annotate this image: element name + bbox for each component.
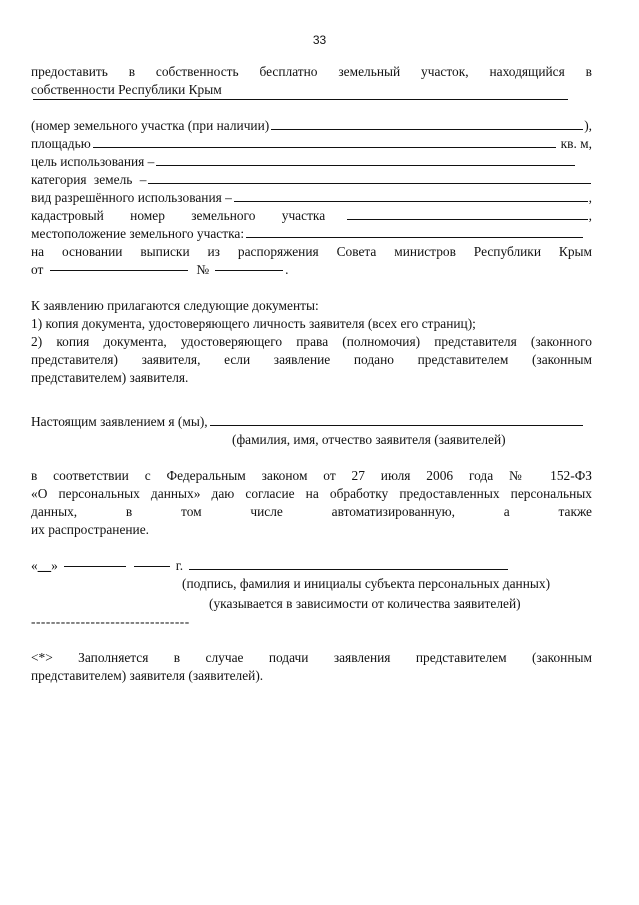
provision-line-2: собственности Республики Крым	[31, 82, 222, 97]
area-label: площадью	[31, 136, 91, 151]
provision-line-1: предоставить в собственность бесплатно земельный участок, находящийся в	[31, 64, 592, 79]
from-label: от	[31, 262, 44, 277]
plot-number-blank[interactable]	[271, 129, 583, 130]
plot-number-label: (номер земельного участка (при наличии)	[31, 118, 270, 133]
plot-number-end: ),	[584, 118, 592, 133]
month-blank[interactable]	[64, 566, 126, 567]
category-blank[interactable]	[148, 183, 591, 184]
cadastral-field[interactable]	[31, 207, 592, 225]
purpose-label: цель использования –	[31, 154, 155, 169]
date-open: «	[31, 558, 38, 573]
signature-field[interactable]	[31, 557, 509, 575]
location-label: местоположение земельного участка:	[31, 226, 245, 241]
permitted-use-end: ,	[588, 190, 592, 205]
attachment-item-2-line-1: 2) копия документа, удостоверяющего права (полномочия) представителя (законного	[31, 334, 592, 349]
day-blank[interactable]: __	[37, 558, 52, 573]
signature-caption: (подпись, фамилия и инициалы субъекта персональных данных)	[182, 576, 551, 591]
permitted-use-blank[interactable]	[234, 201, 588, 202]
consent-intro: Настоящим заявлением я (мы),	[31, 414, 208, 429]
consent-line-3: данных, в том числе автоматизированную, а также	[31, 504, 592, 519]
category-label: категория земель –	[31, 172, 147, 187]
cadastral-blank[interactable]	[347, 219, 587, 220]
footnote-line-1: <*> Заполняется в случае подачи заявления представителем (законным	[31, 650, 592, 665]
permitted-use-field[interactable]	[31, 189, 592, 207]
year-suffix: г.	[175, 558, 184, 573]
basis-end: .	[285, 262, 289, 277]
date-close: »	[51, 558, 58, 573]
page-number: 33	[312, 33, 327, 47]
attachment-item-1: 1) копия документа, удостоверяющего личность заявителя (всех его страниц);	[31, 316, 476, 331]
consent-line-1: в соответствии с Федеральным законом от 27 июля 2006 года № 152-ФЗ	[31, 468, 592, 483]
applicant-name-caption: (фамилия, имя, отчество заявителя (заявителей)	[232, 432, 506, 447]
basis-line: на основании выписки из распоряжения Совета министров Республики Крым	[31, 244, 592, 259]
applicants-caption: (указывается в зависимости от количества заявителей)	[209, 596, 521, 611]
attachment-item-2-line-3: представителем) заявителя.	[31, 370, 189, 385]
consent-line-4: их распространение.	[31, 522, 150, 537]
area-field[interactable]	[31, 135, 592, 153]
attachment-item-2-line-2: представителя) заявителя, если заявление подано представителем (законным	[31, 352, 592, 367]
purpose-field[interactable]	[31, 153, 576, 171]
category-field[interactable]	[31, 171, 592, 189]
consent-line-2: «О персональных данных» даю согласие на обработку предоставленных персональных	[31, 486, 592, 501]
area-blank[interactable]	[93, 147, 556, 148]
applicant-name-blank[interactable]	[210, 425, 583, 426]
plot-number-field[interactable]	[31, 117, 592, 135]
location-field[interactable]	[31, 225, 584, 243]
order-number-blank[interactable]	[215, 270, 283, 271]
year-blank[interactable]	[134, 566, 170, 567]
attachments-heading: К заявлению прилагаются следующие документы:	[31, 298, 319, 313]
area-unit: кв. м,	[560, 136, 592, 151]
order-date-blank[interactable]	[50, 270, 188, 271]
footnote-line-2: представителем) заявителя (заявителей).	[31, 668, 264, 683]
cadastral-end: ,	[588, 208, 592, 223]
location-blank[interactable]	[246, 237, 583, 238]
blank-line[interactable]	[31, 99, 569, 117]
permitted-use-label: вид разрешённого использования –	[31, 190, 232, 205]
cadastral-label: кадастровый номер земельного участка	[31, 208, 326, 223]
applicant-name-field[interactable]	[31, 413, 584, 431]
order-date-field[interactable]	[31, 261, 592, 279]
number-sign: №	[196, 262, 210, 277]
signature-blank[interactable]	[189, 569, 508, 570]
application-form	[31, 63, 592, 685]
purpose-blank[interactable]	[156, 165, 575, 166]
footnote-separator: --------------------------------	[31, 614, 190, 629]
